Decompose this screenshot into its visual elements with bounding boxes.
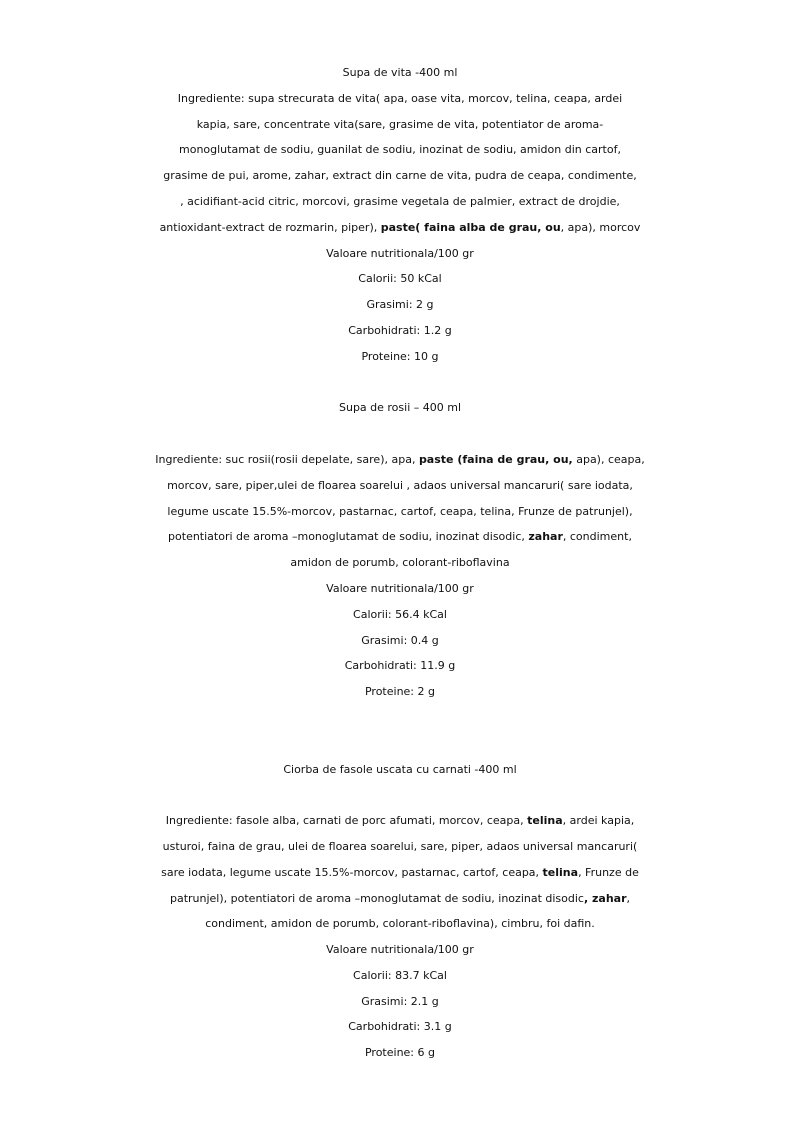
allergen-highlight: telina [527,814,563,828]
ingredients-line: , acidifiant-acid citric, morcovi, grasime vegetala de palmier, extract de drojdie, [180,194,620,208]
ingredients-line: patrunjel), potentiatori de aroma –monoglutamat de sodiu, inozinat disodic, zahar, [169,891,630,905]
ingredients-line: legume uscate 15.5%-morcov, pastarnac, cartof, ceapa, telina, Frunze de patrunjel), [167,504,633,518]
allergen-highlight: paste (faina de grau, ou, [418,452,573,466]
ingredients-line: Ingrediente: fasole alba, carnati de porc afumati, morcov, ceapa, telina, ardei kapia, [165,814,635,828]
ingredients-line: kapia, sare, concentrate vita(sare, grasime de vita, potentiator de aroma- [196,117,604,131]
fat-value: Grasimi: 2.1 g [361,994,439,1008]
fat-value: Grasimi: 0.4 g [361,633,439,647]
section-title: Ciorba de fasole uscata cu carnati -400 ml [283,762,517,776]
ingredients-line: grasime de pui, arome, zahar, extract din carne de vita, pudra de ceapa, condimente, [163,169,637,183]
title-gap [0,421,800,447]
ingredients-line: usturoi, faina de grau, ulei de floarea soarelui, sare, piper, adaos universal mancaruri( [162,839,638,853]
calories-value: Calorii: 50 kCal [358,272,442,286]
allergen-highlight: zahar [528,530,563,544]
section-divider [0,370,800,396]
title-gap [0,782,800,808]
allergen-highlight: telina [542,865,579,879]
ingredients-line: Ingrediente: suc rosii(rosii depelate, sare), apa, paste (faina de grau, ou, apa), ceapa, [155,452,645,466]
section-divider [0,705,800,757]
ingredients-line: antioxidant-extract de rozmarin, piper), paste( faina alba de grau, ou, apa), morcov [159,220,641,234]
section-supa-de-vita [0,60,800,370]
nutrition-header: Valoare nutritionala/100 gr [326,581,474,595]
calories-value: Calorii: 83.7 kCal [353,968,447,982]
ingredients-line: condiment, amidon de porumb, colorant-riboflavina), cimbru, foi dafin. [205,917,595,931]
section-title: Supa de vita -400 ml [342,66,458,79]
ingredients-line: monoglutamat de sodiu, guanilat de sodiu, inozinat de sodiu, amidon din cartof, [179,143,621,157]
nutrition-header: Valoare nutritionala/100 gr [326,246,474,260]
ingredients-line: potentiatori de aroma –monoglutamat de sodiu, inozinat disodic, zahar, condiment, [168,530,632,544]
fat-value: Grasimi: 2 g [366,298,434,312]
section-title: Supa de rosii – 400 ml [338,401,462,415]
carbs-value: Carbohidrati: 3.1 g [348,1020,452,1034]
allergen-highlight: , zahar [583,891,627,905]
calories-value: Calorii: 56.4 kCal [353,607,447,621]
protein-value: Proteine: 10 g [361,349,439,363]
section-supa-de-rosii [0,395,800,705]
menu-document [0,60,800,1066]
ingredients-line: morcov, sare, piper,ulei de floarea soarelui , adaos universal mancaruri( sare iodata, [167,478,633,492]
carbs-value: Carbohidrati: 1.2 g [348,323,452,337]
ingredients-line: Ingrediente: supa strecurata de vita( apa, oase vita, morcov, telina, ceapa, ardei [177,91,623,105]
allergen-highlight: paste( faina alba de grau, ou [380,220,561,234]
ingredients-line: amidon de porumb, colorant-riboflavina [290,556,510,570]
protein-value: Proteine: 2 g [364,685,435,699]
nutrition-header: Valoare nutritionala/100 gr [326,943,474,957]
protein-value: Proteine: 6 g [364,1046,435,1060]
carbs-value: Carbohidrati: 11.9 g [344,659,456,673]
section-ciorba-de-fasole [0,757,800,1067]
ingredients-line: sare iodata, legume uscate 15.5%-morcov, pastarnac, cartof, ceapa, telina, Frunze de [161,865,639,879]
